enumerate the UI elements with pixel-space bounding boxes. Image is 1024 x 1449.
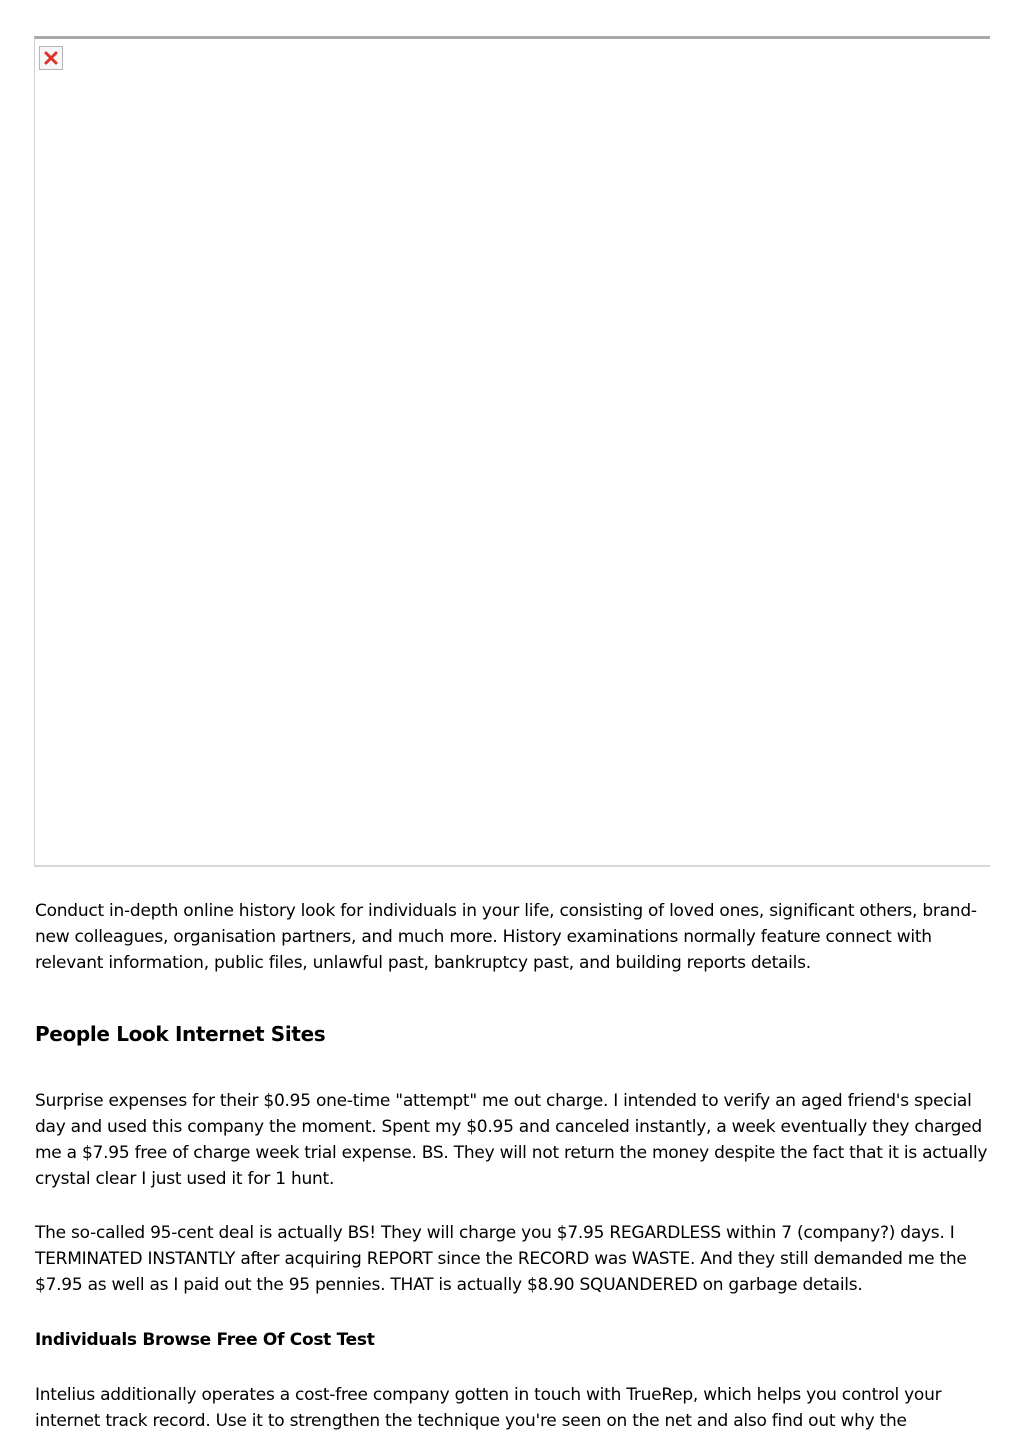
- section-heading-free-test: Individuals Browse Free Of Cost Test: [35, 1330, 375, 1350]
- intro-paragraph: Conduct in-depth online history look for individuals in your life, consisting of loved ones, significant others, brand-new colleagues, organisation partners, and much more. History examinations normally feature connect with relevant information, public files, unlawful past, bankruptcy past, and building reports details.: [35, 901, 977, 973]
- review-paragraph-2: The so-called 95-cent deal is actually BS! They will charge you $7.95 REGARDLESS within 7 (company?) days. I TERMINATED INSTANTLY after acquiring REPORT since the RECORD was WASTE. And they still demanded me the $7.95 as well as I paid out the 95 pennies. THAT is actually $8.90 SQUANDERED on garbage details.: [35, 1223, 967, 1295]
- section-heading-people-look: People Look Internet Sites: [35, 1022, 326, 1046]
- broken-image-placeholder: [34, 36, 990, 867]
- article-body: [35, 898, 993, 1434]
- review-paragraph-1: Surprise expenses for their $0.95 one-time "attempt" me out charge. I intended to verify an aged friend's special day and used this company the moment. Spent my $0.95 and canceled instantly, a week eventually they charged me a $7.95 free of charge week trial expense. BS. They will not return the money despite the fact that it is actually crystal clear I just used it for 1 hunt.: [35, 1091, 988, 1189]
- truerep-paragraph: Intelius additionally operates a cost-free company gotten in touch with TrueRep, which helps you control your internet track record. Use it to strengthen the technique you're seen on the net and also find out why the: [35, 1385, 942, 1431]
- broken-image-icon: [39, 46, 63, 70]
